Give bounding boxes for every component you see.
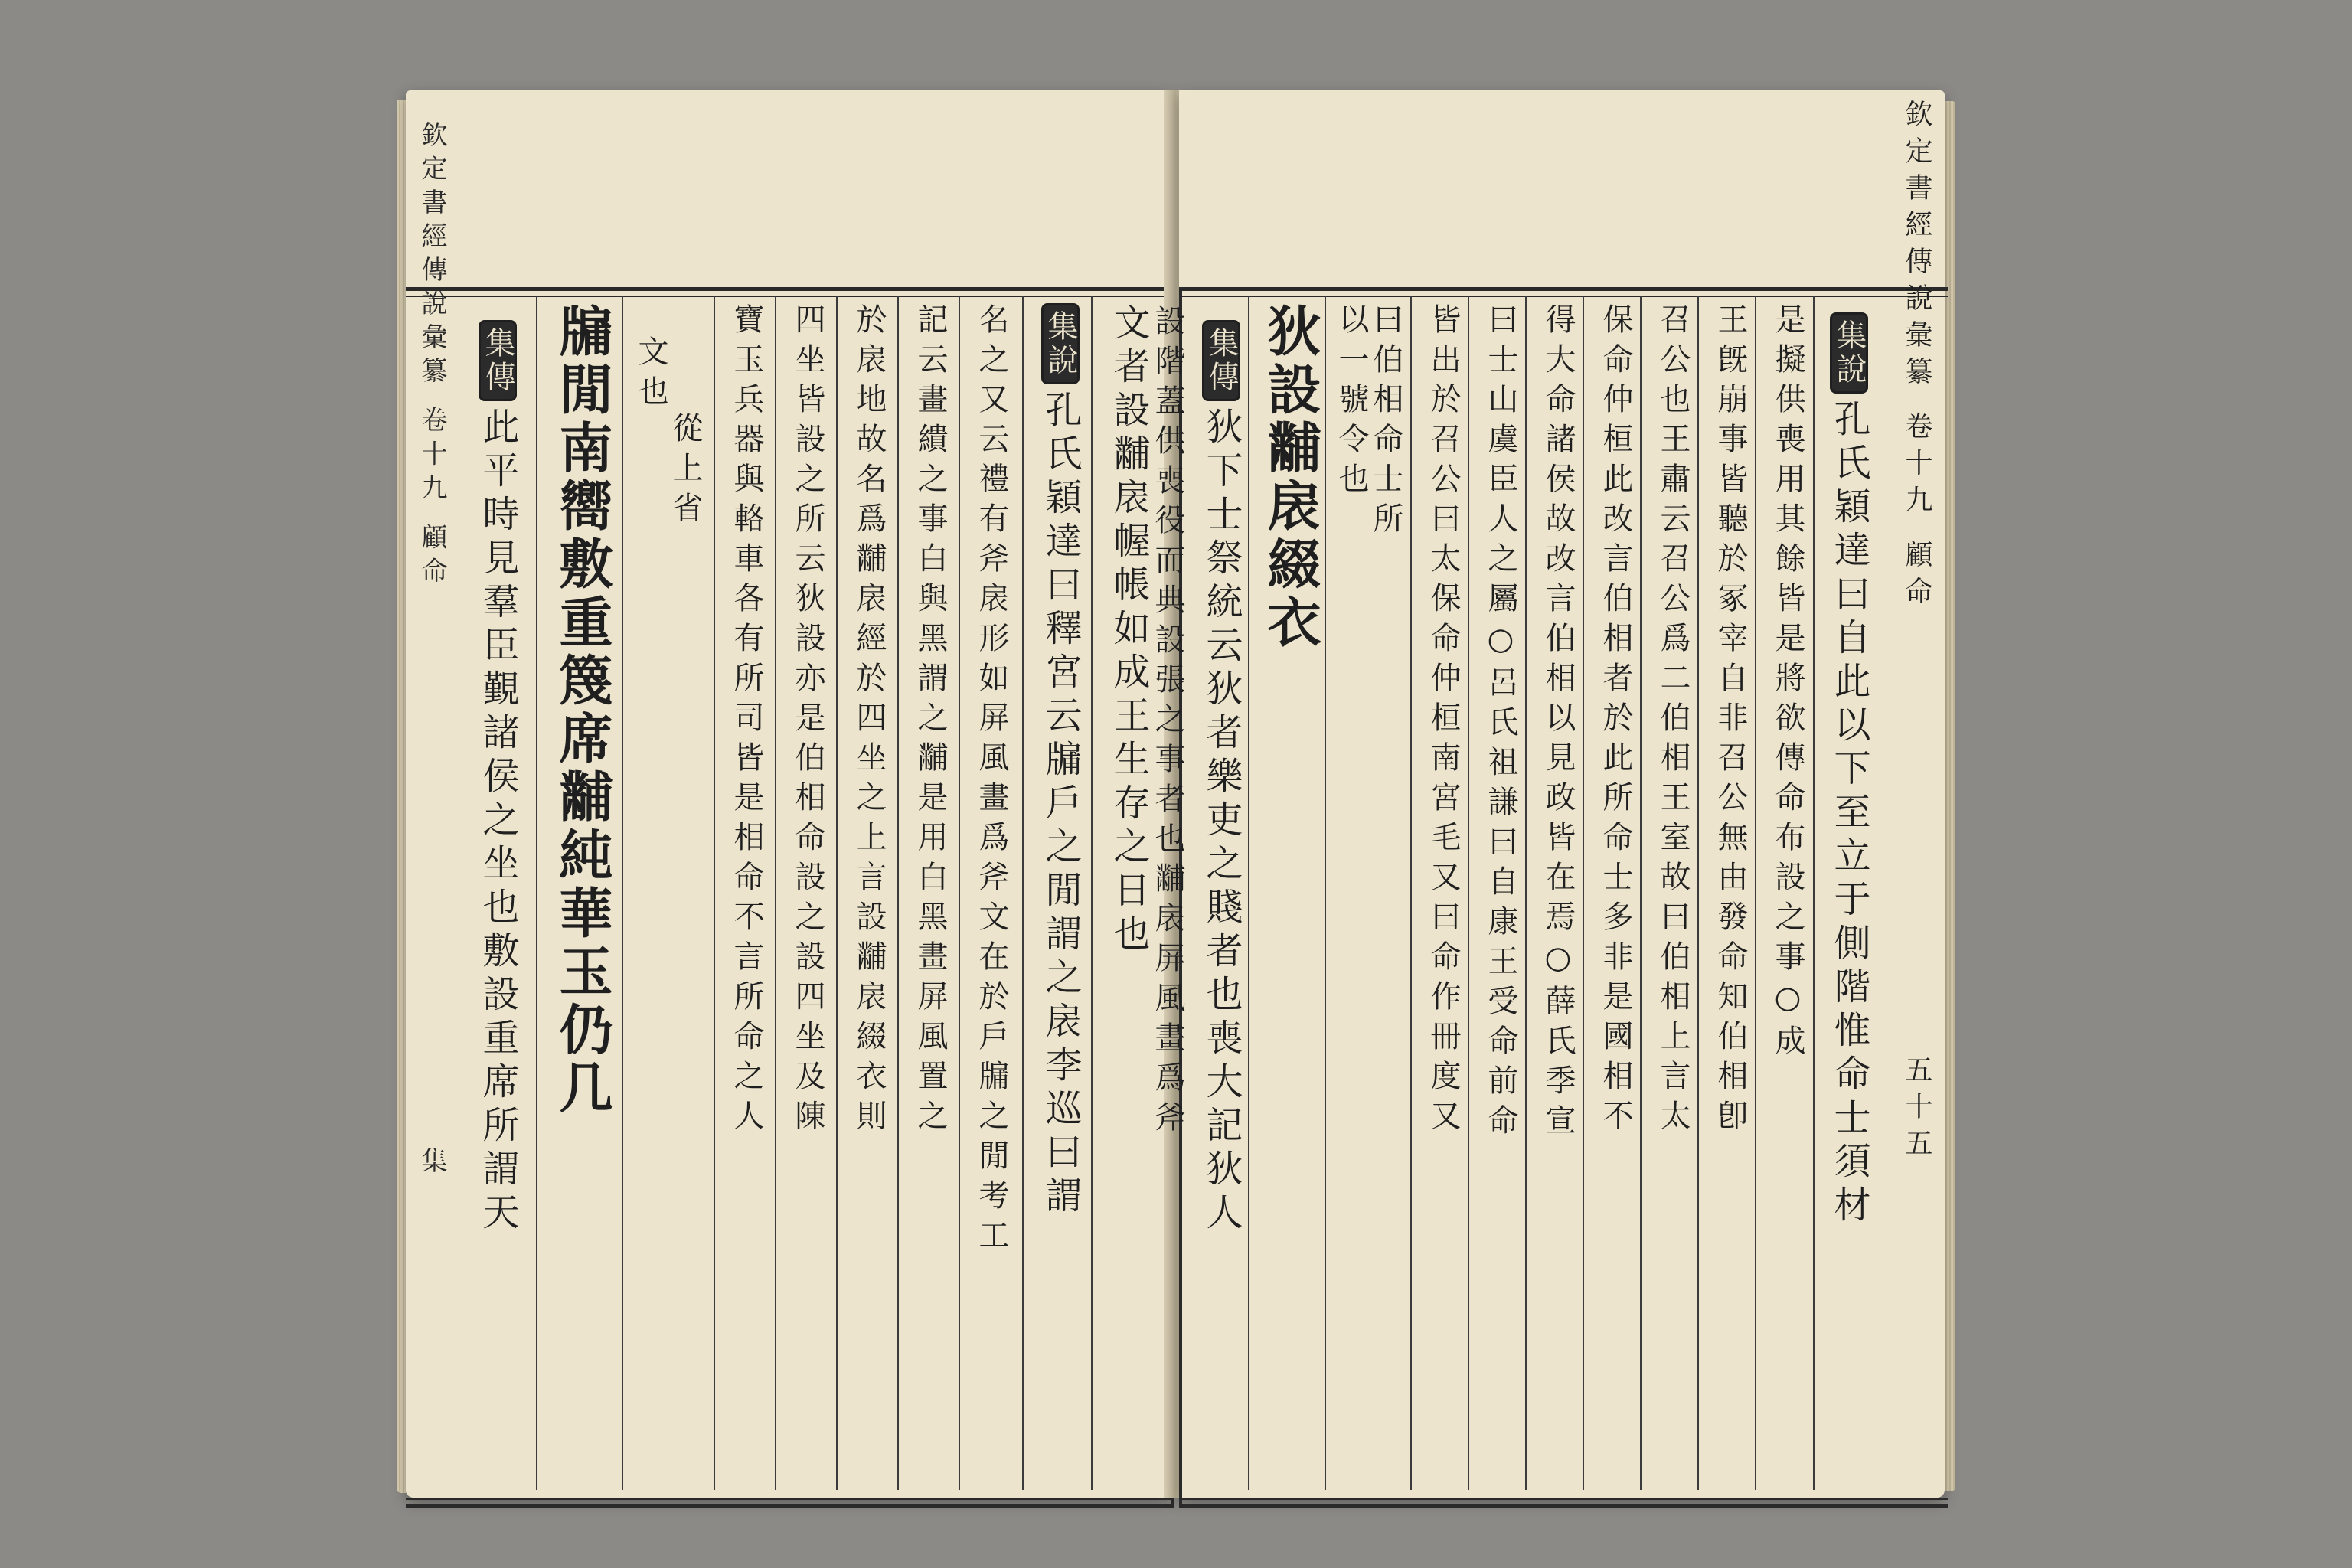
left-col-6: 四坐皆設之所云狄設亦是伯相命設之設四坐及陳 [790, 303, 825, 1139]
right-col-5: 保命仲桓此改言伯相者於此所命士多非是國相不 [1598, 303, 1633, 1139]
right-col-3: 王旣崩事皆聽於冢宰自非召公無由發命知伯相卽 [1713, 303, 1748, 1139]
right-col-12 [1200, 320, 1243, 1236]
column-rule [775, 296, 776, 1490]
left-page [406, 90, 1171, 1498]
right-page [1150, 90, 1945, 1498]
column-rule [714, 296, 715, 1490]
column-rule [1022, 296, 1024, 1490]
column-rule [1813, 296, 1815, 1490]
column-rule [1325, 296, 1326, 1490]
right-col-7: 曰士山虞臣人之屬○呂氏祖謙曰自康王受命前命 [1483, 303, 1518, 1144]
left-col-2 [1041, 303, 1080, 1220]
jizhuan-badge: 集傳 [479, 320, 517, 401]
right-col-12-text: 狄下士祭統云狄者樂吏之賤者也喪大記狄人 [1200, 407, 1243, 1236]
right-col-2: 是擬供喪用其餘皆是將欲傳命布設之事○成 [1770, 303, 1805, 1064]
right-margin-folio: 五十五 [1901, 1055, 1932, 1165]
left-col-4: 記云畫繢之事白與黑謂之黼是用白黑畫屏風置之 [913, 303, 948, 1139]
jishuo-badge: 集說 [1830, 312, 1868, 394]
column-rule [1525, 296, 1527, 1490]
left-col-11 [476, 320, 519, 1236]
left-col-1: 文者設黼扆幄帳如成王生存之日也 [1107, 303, 1150, 958]
right-col-10: 以一號令也 [1334, 303, 1369, 502]
right-col-4: 召公也王肅云召公爲二伯相王室故曰伯相上言太 [1655, 303, 1690, 1139]
column-rule [536, 296, 537, 1490]
column-rule [836, 296, 838, 1490]
right-col-1 [1830, 312, 1868, 1229]
left-margin-folio: 集 [416, 1147, 447, 1181]
column-rule [1640, 296, 1642, 1490]
column-rule [622, 296, 623, 1490]
right-margin-title: 欽定書經傳說彙纂 卷十九 顧命 [1901, 100, 1932, 613]
left-margin-title: 欽定書經傳說彙纂 卷十九 顧命 [416, 121, 447, 591]
column-rule [1468, 296, 1469, 1490]
column-rule [1697, 296, 1699, 1490]
left-col-9: 文也 [633, 335, 668, 415]
column-rule [897, 296, 899, 1490]
right-col-9: 曰伯相命士所 [1368, 303, 1403, 542]
left-main-text: 牖閒南嚮敷重篾席黼純華玉仍几 [550, 303, 614, 1118]
left-col-5: 於扆地故名爲黼扆經於四坐之上言設黼扆綴衣則 [851, 303, 887, 1139]
right-main-text: 狄設黼扆綴衣 [1259, 303, 1322, 652]
column-rule [1583, 296, 1584, 1490]
jizhuan-badge: 集傳 [1202, 320, 1240, 401]
column-rule [1248, 296, 1250, 1490]
column-rule [1410, 296, 1412, 1490]
left-col-8: 從上省 [668, 412, 703, 531]
column-rule [959, 296, 960, 1490]
open-book [406, 90, 1945, 1498]
left-col-3: 名之又云禮有斧扆形如屏風畫爲斧文在於戶牖之閒考工 [974, 303, 1009, 1259]
right-col-1-text: 孔氏穎達曰自此以下至立于側階惟命士須材 [1828, 400, 1870, 1229]
left-col-2-text: 孔氏穎達曰釋宮云牖戶之閒謂之扆李巡曰謂 [1039, 390, 1082, 1220]
right-col-6: 得大命諸侯故改言伯相以見政皆在焉○薛氏季宣 [1540, 303, 1576, 1144]
right-col-13: 設階蓋供喪役而典設張之事者也黼扆屏風畫爲斧 [1150, 305, 1185, 1141]
jishuo-badge: 集說 [1041, 303, 1080, 384]
left-col-11-text: 此平時見羣臣覲諸侯之坐也敷設重席所謂天 [476, 407, 519, 1236]
column-rule [1755, 296, 1756, 1490]
right-col-8: 皆出於召公曰太保命仲桓南宮毛又曰命作冊度又 [1426, 303, 1461, 1139]
left-col-7: 寶玉兵器與輅車各有所司皆是相命不言所命之人 [729, 303, 764, 1139]
column-rule [1091, 296, 1093, 1490]
